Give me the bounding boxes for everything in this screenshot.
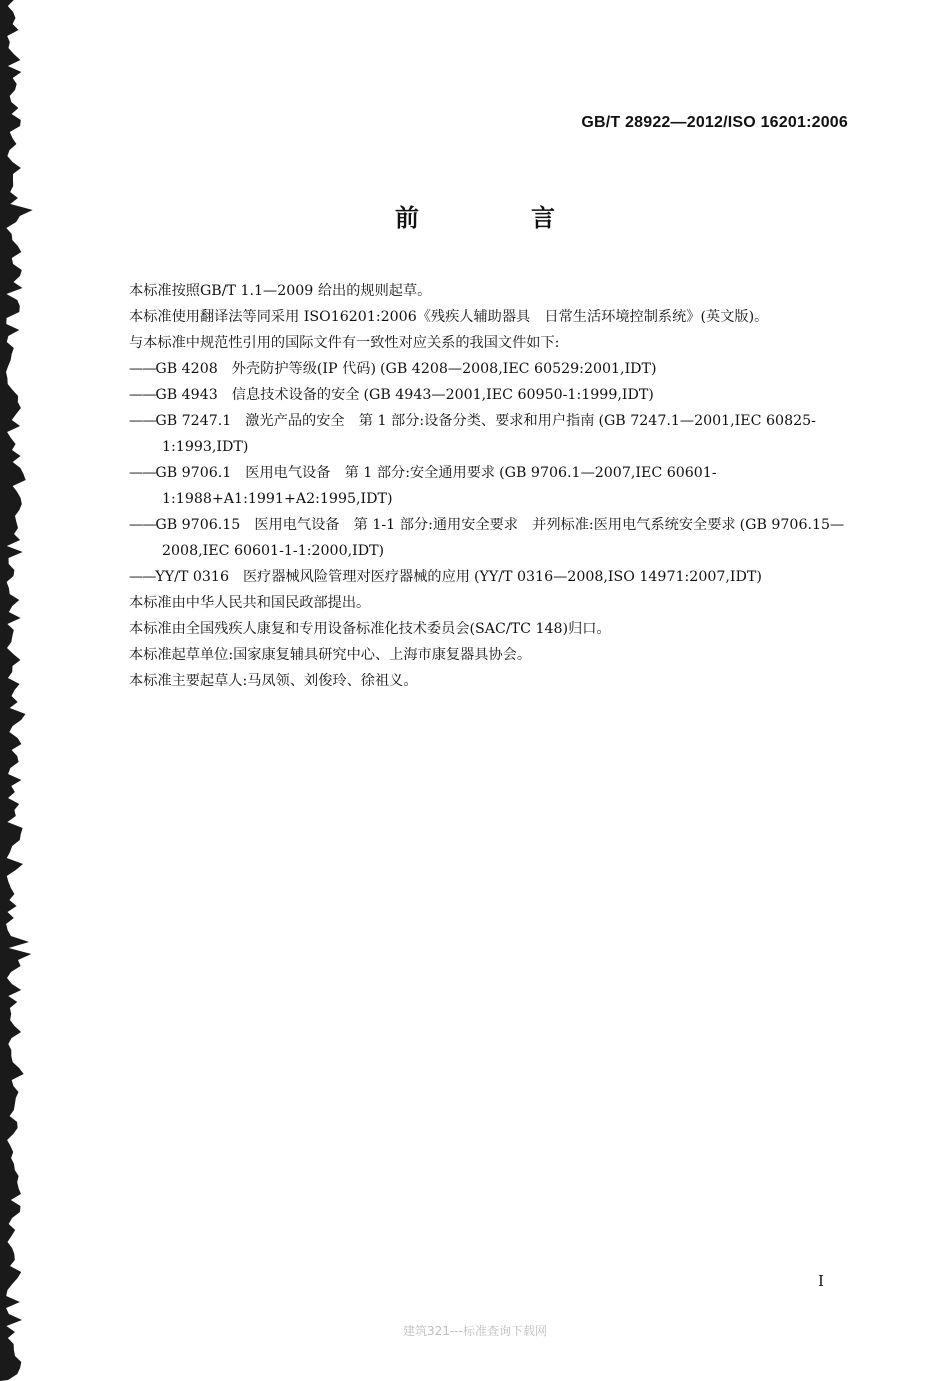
paragraph-drafters: 本标准主要起草人:马凤领、刘俊玲、徐祖义。 — [129, 673, 418, 689]
reference-title: 外壳防护等级(IP 代码) — [231, 361, 376, 377]
reference-title: 医用电气设备 第 1-1 部分:通用安全要求 并列标准:医用电气系统安全要求 — [254, 517, 736, 533]
paragraph-references-intro: 与本标准中规范性引用的国际文件有一致性对应关系的我国文件如下: — [129, 335, 560, 351]
reference-title: 激光产品的安全 第 1 部分:设备分类、要求和用户指南 — [245, 413, 595, 429]
reference-item — [96, 460, 850, 512]
reference-code: GB 9706.1 — [155, 465, 232, 481]
document-body — [96, 278, 850, 694]
standard-code-header: GB/T 28922—2012/ISO 16201:2006 — [581, 114, 848, 131]
paragraph-adoption: 本标准使用翻译法等同采用 ISO16201:2006《残疾人辅助器具 日常生活环境控制系统》(英文版)。 — [129, 309, 769, 325]
reference-code: GB 4208 — [155, 361, 218, 377]
paragraph-committee: 本标准由全国残疾人康复和专用设备标准化技术委员会(SAC/TC 148)归口。 — [129, 621, 611, 637]
reference-item — [96, 356, 850, 382]
reference-title: 信息技术设备的安全 — [231, 387, 360, 403]
reference-detail: (GB 9706.1—2007,IEC 60601-1:1988+A1:1991+A2:1995,IDT) — [162, 465, 717, 507]
reference-item — [96, 382, 850, 408]
reference-code: GB 9706.15 — [155, 517, 241, 533]
page-title: 前 言 — [395, 204, 599, 232]
reference-list — [96, 356, 850, 590]
reference-dash: —— — [129, 517, 156, 533]
reference-detail: (GB 7247.1—2001,IEC 60825-1:1993,IDT) — [162, 413, 816, 455]
reference-detail: (GB 4208—2008,IEC 60529:2001,IDT) — [380, 361, 657, 377]
watermark-text: 建筑321---标准查询下载网 — [403, 1324, 547, 1338]
reference-detail: (GB 4943—2001,IEC 60950-1:1999,IDT) — [363, 387, 654, 403]
reference-detail: (YY/T 0316—2008,ISO 14971:2007,IDT) — [473, 569, 762, 585]
reference-title: 医疗器械风险管理对医疗器械的应用 — [242, 569, 470, 585]
paragraph-drafting-units: 本标准起草单位:国家康复辅具研究中心、上海市康复器具协会。 — [129, 647, 532, 663]
reference-item — [96, 564, 850, 590]
reference-detail: (GB 9706.15—2008,IEC 60601-1-1:2000,IDT) — [162, 517, 845, 559]
page-number: I — [818, 1272, 824, 1290]
paragraph-proposer: 本标准由中华人民共和国民政部提出。 — [129, 595, 371, 611]
paragraph-drafting-rules: 本标准按照GB/T 1.1—2009 给出的规则起草。 — [129, 283, 432, 299]
reference-item — [96, 512, 850, 564]
reference-dash: —— — [129, 387, 156, 403]
reference-dash: —— — [129, 413, 156, 429]
reference-code: YY/T 0316 — [155, 569, 229, 585]
reference-code: GB 4943 — [155, 387, 218, 403]
reference-dash: —— — [129, 465, 156, 481]
reference-code: GB 7247.1 — [155, 413, 232, 429]
reference-title: 医用电气设备 第 1 部分:安全通用要求 — [245, 465, 496, 481]
reference-dash: —— — [129, 361, 156, 377]
reference-item — [96, 408, 850, 460]
reference-dash: —— — [129, 569, 156, 585]
